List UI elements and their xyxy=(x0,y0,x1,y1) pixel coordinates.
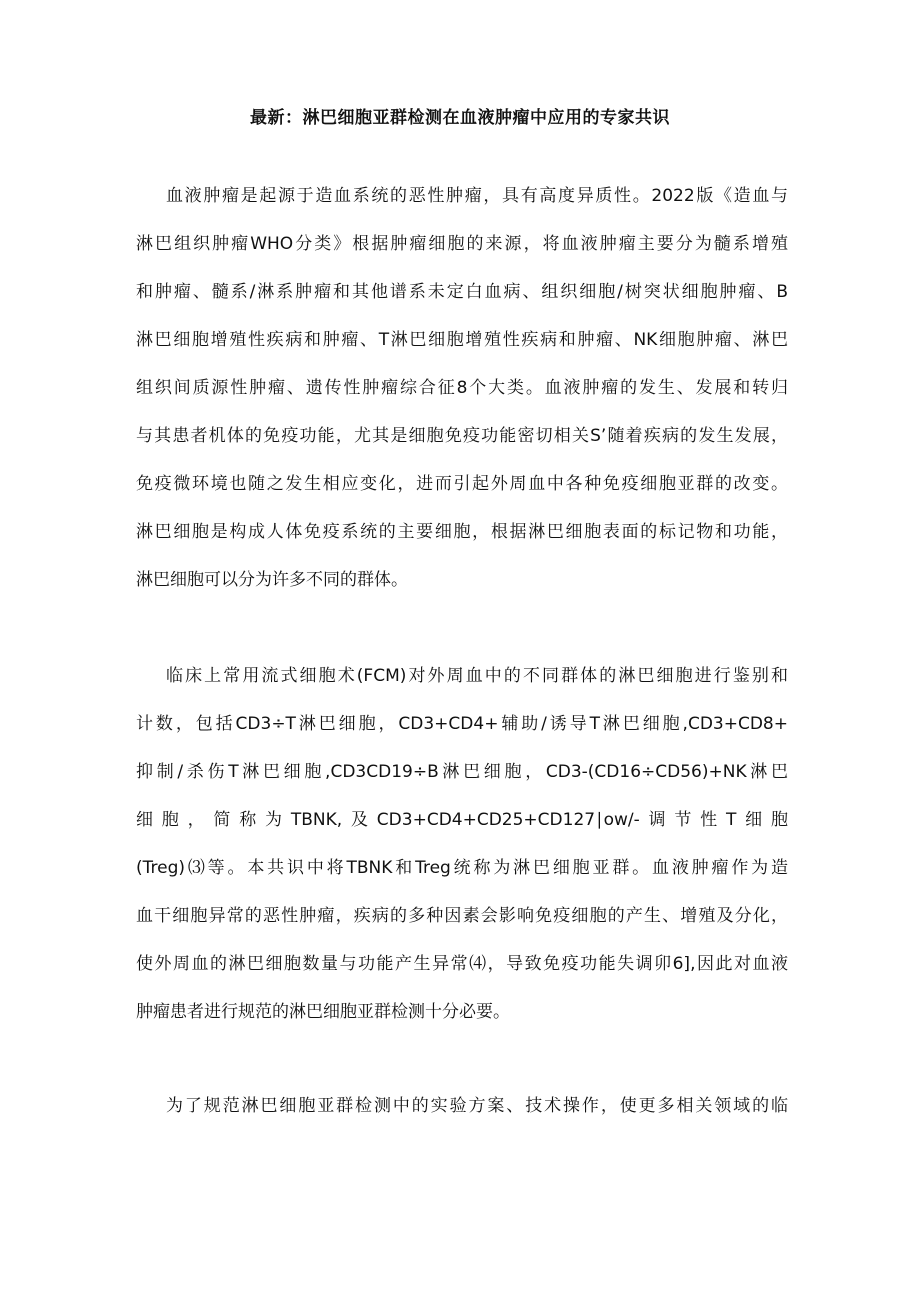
paragraph-line: 免疫微环境也随之发生相应变化，进而引起外周血中各种免疫细胞亚群的改变。 xyxy=(136,474,788,494)
paragraph-line: 与其患者机体的免疫功能，尤其是细胞免疫功能密切相关S’随着疾病的发生发展， xyxy=(136,426,788,446)
paragraph-line: 肿瘤患者进行规范的淋巴细胞亚群检测十分必要。 xyxy=(136,1002,510,1022)
paragraph-line: 淋巴组织肿瘤WHO分类》根据肿瘤细胞的来源，将血液肿瘤主要分为髓系增殖 xyxy=(136,234,788,254)
paragraph-line: 淋巴细胞是构成人体免疫系统的主要细胞，根据淋巴细胞表面的标记物和功能， xyxy=(136,522,788,542)
paragraph-line: (Treg)⑶等。本共识中将TBNK和Treg统称为淋巴细胞亚群。血液肿瘤作为造 xyxy=(136,858,788,878)
paragraph-line: 细胞，简称为TBNK,及CD3+CD4+CD25+CD127∣ow∕-调节性T细胞 xyxy=(136,810,788,830)
paragraph-line: 计数，包括CD3÷T淋巴细胞，CD3+CD4+辅助/诱导T淋巴细胞,CD3+CD8+ xyxy=(136,714,788,734)
paragraph-line: 使外周血的淋巴细胞数量与功能产生异常⑷，导致免疫功能失调卯6],因此对血液 xyxy=(136,954,788,974)
paragraph-line: 临床上常用流式细胞术(FCM)对外周血中的不同群体的淋巴细胞进行鉴别和 xyxy=(166,666,788,686)
paragraph-line: 血干细胞异常的恶性肿瘤，疾病的多种因素会影响免疫细胞的产生、增殖及分化， xyxy=(136,906,788,926)
paragraph-line: 和肿瘤、髓系/淋系肿瘤和其他谱系未定白血病、组织细胞/树突状细胞肿瘤、B xyxy=(136,282,788,302)
paragraph-line: 淋巴细胞可以分为许多不同的群体。 xyxy=(136,570,408,590)
paragraph-line: 为了规范淋巴细胞亚群检测中的实验方案、技术操作，使更多相关领域的临 xyxy=(166,1096,788,1116)
paragraph-line: 血液肿瘤是起源于造血系统的恶性肿瘤，具有高度异质性。2022版《造血与 xyxy=(166,186,788,206)
paragraph-line: 淋巴细胞增殖性疾病和肿瘤、T淋巴细胞增殖性疾病和肿瘤、NK细胞肿瘤、淋巴 xyxy=(136,330,788,350)
document-title: 最新：淋巴细胞亚群检测在血液肿瘤中应用的专家共识 xyxy=(250,108,670,128)
paragraph-line: 组织间质源性肿瘤、遗传性肿瘤综合征8个大类。血液肿瘤的发生、发展和转归 xyxy=(136,378,788,398)
paragraph-line: 抑制/杀伤T淋巴细胞,CD3CD19÷B淋巴细胞，CD3-(CD16÷CD56)+NK淋巴 xyxy=(136,762,788,782)
